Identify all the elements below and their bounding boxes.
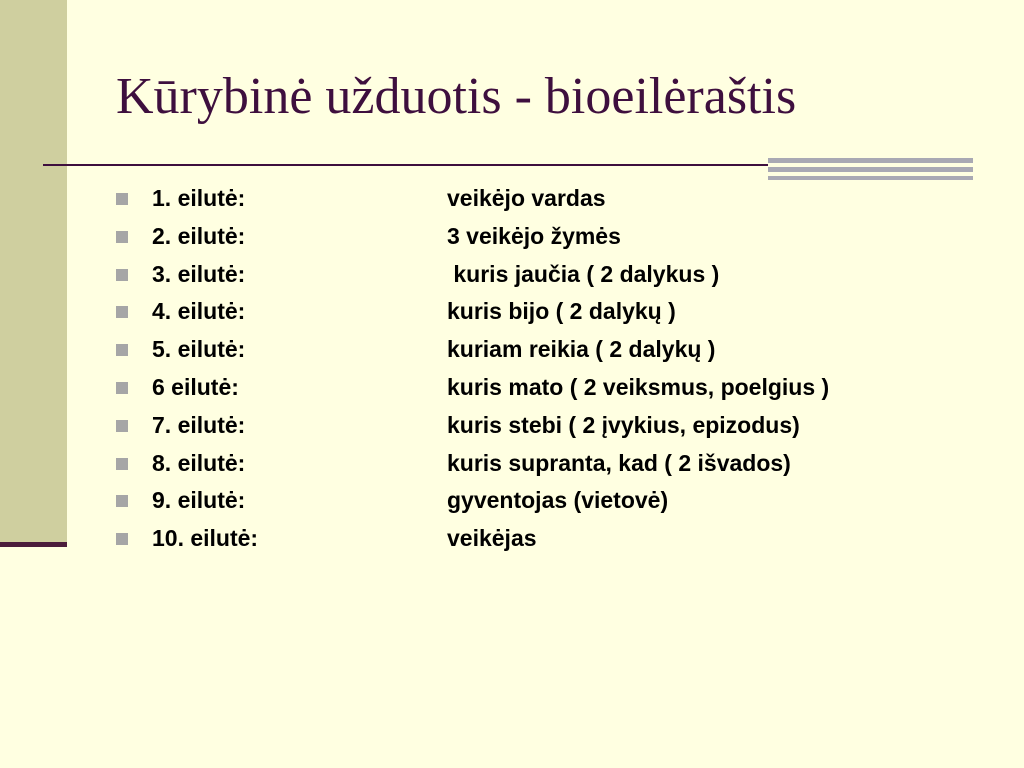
line-label: 7. eilutė:	[152, 411, 246, 438]
list-item	[116, 256, 976, 294]
line-description: kuris stebi ( 2 įvykius, epizodus)	[447, 411, 800, 438]
square-bullet-icon	[116, 344, 128, 356]
list-item	[116, 331, 976, 369]
square-bullet-icon	[116, 231, 128, 243]
square-bullet-icon	[116, 495, 128, 507]
line-description: kuris jaučia ( 2 dalykus )	[447, 260, 720, 287]
list-item	[116, 520, 976, 558]
list-item	[116, 369, 976, 407]
square-bullet-icon	[116, 458, 128, 470]
line-description: veikėjo vardas	[447, 185, 606, 211]
left-decorative-band	[0, 0, 67, 546]
line-label: 5. eilutė:	[152, 336, 246, 363]
square-bullet-icon	[116, 533, 128, 545]
line-label: 10. eilutė:	[152, 525, 259, 552]
square-bullet-icon	[116, 193, 128, 205]
list-item	[116, 293, 976, 331]
line-description: kuris supranta, kad ( 2 išvados)	[447, 449, 791, 476]
line-description: kuris bijo ( 2 dalykų )	[447, 298, 676, 325]
line-label: 1. eilutė:	[152, 185, 246, 211]
line-label: 4. eilutė:	[152, 298, 246, 325]
title-accent-stripes	[768, 158, 973, 180]
slide-title: Kūrybinė užduotis - bioeilėraštis	[116, 68, 797, 125]
list-item	[116, 482, 976, 520]
list-item	[116, 180, 976, 218]
line-label: 9. eilutė:	[152, 487, 246, 514]
list-item	[116, 445, 976, 483]
bullet-list	[116, 180, 976, 558]
line-label: 6 eilutė:	[152, 373, 239, 400]
square-bullet-icon	[116, 269, 128, 281]
line-description: kuriam reikia ( 2 dalykų )	[447, 336, 716, 363]
line-label: 3. eilutė:	[152, 260, 246, 287]
square-bullet-icon	[116, 382, 128, 394]
square-bullet-icon	[116, 420, 128, 432]
square-bullet-icon	[116, 306, 128, 318]
line-description: 3 veikėjo žymės	[447, 222, 621, 249]
left-band-accent-line	[0, 542, 67, 547]
line-description: gyventojas (vietovė)	[447, 487, 669, 514]
line-description: kuris mato ( 2 veiksmus, poelgius )	[447, 373, 830, 400]
list-item	[116, 218, 976, 256]
line-description: veikėjas	[447, 525, 537, 552]
line-label: 8. eilutė:	[152, 449, 246, 476]
list-item	[116, 407, 976, 445]
line-label: 2. eilutė:	[152, 222, 246, 249]
title-underline	[43, 164, 773, 166]
